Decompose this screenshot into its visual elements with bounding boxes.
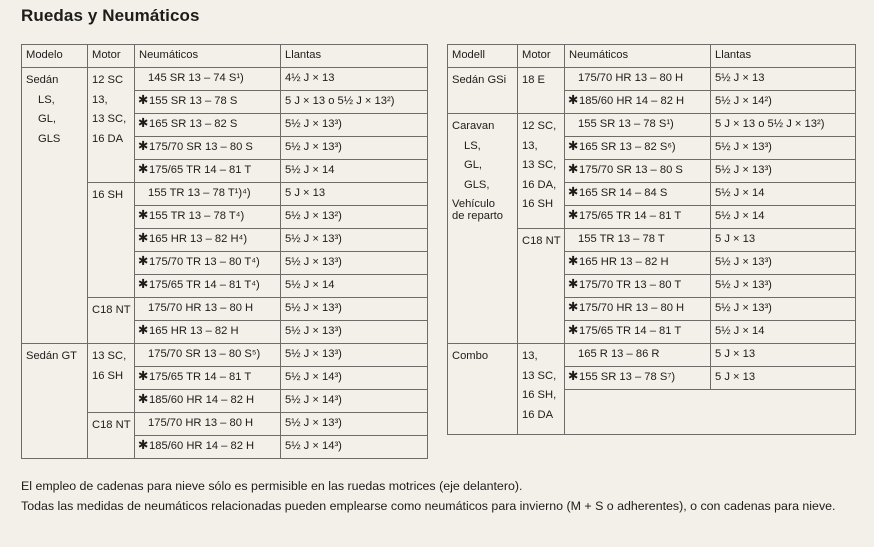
model-cell	[448, 68, 518, 114]
tire-size-cell	[565, 367, 711, 390]
tire-size: 155 SR 13 – 78 S	[149, 95, 238, 108]
model-name-line: Combo	[452, 350, 489, 362]
rim-size-cell: 5½ J × 13³)	[281, 137, 428, 160]
tire-size-cell	[565, 91, 711, 114]
motor-code-line: C18 NT	[92, 419, 131, 431]
tire-size: 175/65 TR 14 – 81 T	[579, 210, 682, 223]
rim-size-cell: 5½ J × 13³)	[711, 298, 856, 321]
note-winter-tires: Todas las medidas de neumáticos relacionadas pueden emplearse como neumáticos para invierno (M + S o adherentes), o con cadenas para nieve.	[21, 499, 836, 513]
rim-size-cell: 5 J × 13	[711, 344, 856, 367]
tire-size: 185/60 HR 14 – 82 H	[149, 440, 255, 453]
asterisk-icon: ✱	[138, 208, 149, 223]
asterisk-icon: ✱	[568, 323, 579, 338]
motor-code-line: 16 SH,	[522, 389, 557, 401]
motor-code-line: C18 NT	[92, 304, 131, 316]
motor-cell	[518, 68, 565, 114]
asterisk-icon: ✱	[138, 277, 149, 292]
tire-size: 175/70 SR 13 – 80 S	[579, 164, 683, 177]
tire-size-cell	[135, 367, 281, 390]
page-title: Ruedas y Neumáticos	[21, 6, 200, 25]
table-row	[22, 344, 428, 367]
rim-size-cell: 4½ J × 13	[281, 68, 428, 91]
motor-code-line: 13 SC,	[92, 350, 127, 362]
tire-size-cell	[565, 252, 711, 275]
header-motor: Motor	[88, 45, 135, 68]
asterisk-icon: ✱	[138, 323, 149, 338]
tire-size-cell	[565, 68, 711, 91]
motor-code-line: 16 SH	[522, 198, 554, 210]
rim-size-cell: 5½ J × 13	[711, 68, 856, 91]
motor-code-line: 13,	[522, 139, 538, 152]
rim-size-cell: 5½ J × 13³)	[281, 298, 428, 321]
rim-size-cell: 5 J × 13	[281, 183, 428, 206]
header-tires: Neumáticos	[565, 45, 711, 68]
tire-size: 165 SR 13 – 82 S	[149, 118, 238, 131]
motor-code-line: 13 SC,	[522, 159, 557, 171]
tire-size: 175/70 HR 13 – 80 H	[148, 417, 254, 430]
tire-table-left	[21, 44, 428, 459]
motor-cell	[88, 298, 135, 344]
model-cell	[448, 114, 518, 344]
asterisk-icon: ✱	[568, 185, 579, 200]
rim-size-cell: 5½ J × 13³)	[281, 413, 428, 436]
tire-size-cell	[565, 344, 711, 367]
rim-size-cell: 5½ J × 14	[711, 206, 856, 229]
tire-size: 175/65 TR 14 – 81 T	[149, 164, 252, 177]
tire-size-cell	[135, 160, 281, 183]
motor-code-line: 16 DA	[92, 132, 124, 145]
asterisk-icon: ✱	[568, 139, 579, 154]
asterisk-icon: ✱	[138, 231, 149, 246]
tire-size: 175/70 HR 13 – 80 H	[578, 72, 684, 85]
tire-size-cell	[135, 436, 281, 459]
tire-table-right	[447, 44, 856, 435]
asterisk-icon: ✱	[138, 438, 149, 453]
tire-size: 175/70 SR 13 – 80 S	[149, 141, 253, 154]
motor-code-line: 13,	[522, 350, 538, 362]
tire-size-cell	[135, 413, 281, 436]
tire-size-cell	[565, 275, 711, 298]
tire-size: 155 TR 13 – 78 T⁴)	[149, 210, 245, 223]
motor-cell	[518, 114, 565, 229]
tire-size-cell	[565, 183, 711, 206]
tire-size-cell	[135, 390, 281, 413]
motor-code-line: 16 SH	[92, 189, 124, 201]
rim-size-cell: 5½ J × 14	[281, 160, 428, 183]
model-name-line: LS,	[38, 93, 55, 106]
tire-size: 175/70 SR 13 – 80 S⁵)	[148, 348, 261, 361]
model-name-line: Sedán	[26, 74, 59, 86]
motor-cell	[518, 344, 565, 435]
rim-size-cell: 5½ J × 13³)	[281, 252, 428, 275]
tire-size-cell	[565, 206, 711, 229]
model-cell	[22, 68, 88, 344]
rim-size-cell: 5 J × 13	[711, 367, 856, 390]
asterisk-icon: ✱	[138, 162, 149, 177]
model-name-line: Sedán GSi	[452, 74, 507, 86]
tire-size: 175/65 TR 14 – 81 T⁴)	[149, 279, 260, 292]
rim-size-cell: 5½ J × 14	[281, 275, 428, 298]
tire-size-cell	[135, 137, 281, 160]
motor-code-line: C18 NT	[522, 235, 561, 247]
header-model: Modell	[448, 45, 518, 68]
model-name-line: GLS,	[464, 178, 490, 191]
tire-size: 145 SR 13 – 74 S¹)	[148, 72, 244, 85]
asterisk-icon: ✱	[568, 208, 579, 223]
tire-size-cell	[565, 137, 711, 160]
motor-code-line: 12 SC	[92, 74, 124, 86]
rim-size-cell: 5½ J × 14³)	[281, 367, 428, 390]
tire-size-cell	[565, 229, 711, 252]
model-cell	[448, 344, 518, 435]
asterisk-icon: ✱	[568, 162, 579, 177]
rim-size-cell: 5½ J × 13³)	[281, 229, 428, 252]
table-row	[448, 114, 856, 137]
header-motor: Motor	[518, 45, 565, 68]
tire-size-cell	[135, 275, 281, 298]
motor-cell	[88, 183, 135, 298]
motor-cell	[88, 413, 135, 459]
model-name-line: GL,	[464, 159, 483, 171]
rim-size-cell: 5 J × 13	[711, 229, 856, 252]
table-row	[448, 344, 856, 367]
tire-size-cell	[135, 344, 281, 367]
tire-size: 155 TR 13 – 78 T¹)⁴)	[148, 187, 251, 200]
motor-cell	[88, 68, 135, 183]
tire-size-cell	[135, 298, 281, 321]
asterisk-icon: ✱	[138, 369, 149, 384]
rim-size-cell: 5 J × 13 o 5½ J × 13²)	[711, 114, 856, 137]
rim-size-cell: 5½ J × 13³)	[281, 344, 428, 367]
asterisk-icon: ✱	[568, 277, 579, 292]
motor-code-line: 13 SC,	[522, 369, 557, 382]
asterisk-icon: ✱	[138, 392, 149, 407]
header-model: Modelo	[22, 45, 88, 68]
note-snow-chains: El empleo de cadenas para nieve sólo es permisible en las ruedas motrices (eje delantero).	[21, 479, 523, 493]
motor-cell	[518, 229, 565, 344]
motor-code-line: 13 SC,	[92, 113, 127, 125]
rim-size-cell: 5 J × 13 o 5½ J × 13²)	[281, 91, 428, 114]
tire-size: 175/70 TR 13 – 80 T⁴)	[149, 256, 260, 269]
tire-size: 165 HR 13 – 82 H	[149, 325, 239, 338]
tire-size: 185/60 HR 14 – 82 H	[579, 95, 685, 108]
asterisk-icon: ✱	[568, 254, 579, 269]
motor-code-line: 18 E	[522, 74, 546, 86]
rim-size-cell: 5½ J × 13³)	[281, 321, 428, 344]
tire-size: 175/70 HR 13 – 80 H	[579, 302, 685, 315]
model-name-line: GLS	[38, 132, 61, 145]
rim-size-cell: 5½ J × 14	[711, 183, 856, 206]
blank-cell	[565, 390, 856, 435]
header-rims: Llantas	[281, 45, 428, 68]
model-name-line: Caravan	[452, 120, 495, 132]
tire-size-cell	[565, 321, 711, 344]
model-name-line: GL,	[38, 113, 57, 125]
tire-size-cell	[565, 298, 711, 321]
header-tires: Neumáticos	[135, 45, 281, 68]
tire-size: 175/70 HR 13 – 80 H	[148, 302, 254, 315]
tire-size: 165 HR 13 – 82 H⁴)	[149, 233, 248, 246]
rim-size-cell: 5½ J × 13³)	[711, 160, 856, 183]
tire-size: 175/70 TR 13 – 80 T	[579, 279, 682, 292]
header-rims: Llantas	[711, 45, 856, 68]
tire-size-cell	[135, 68, 281, 91]
motor-code-line: 12 SC,	[522, 120, 557, 132]
model-name-line: de reparto	[452, 210, 503, 222]
motor-code-line: 16 DA,	[522, 178, 557, 191]
model-name-line: Vehículo	[452, 198, 495, 210]
rim-size-cell: 5½ J × 13³)	[711, 252, 856, 275]
rim-size-cell: 5½ J × 13³)	[711, 275, 856, 298]
tire-size: 155 SR 13 – 78 S⁷)	[579, 371, 676, 384]
motor-cell	[88, 344, 135, 413]
tire-size: 165 R 13 – 86 R	[578, 348, 660, 361]
tire-size-cell	[135, 206, 281, 229]
tire-size-cell	[135, 114, 281, 137]
table-row	[22, 68, 428, 91]
rim-size-cell: 5½ J × 13³)	[711, 137, 856, 160]
model-cell	[22, 344, 88, 459]
tire-size: 155 TR 13 – 78 T	[578, 233, 665, 246]
tire-size-cell	[135, 252, 281, 275]
rim-size-cell: 5½ J × 14³)	[281, 436, 428, 459]
tire-size-cell	[135, 229, 281, 252]
tire-size: 185/60 HR 14 – 82 H	[149, 394, 255, 407]
rim-size-cell: 5½ J × 14	[711, 321, 856, 344]
motor-code-line: 16 SH	[92, 369, 124, 382]
tire-size: 175/65 TR 14 – 81 T	[149, 371, 252, 384]
tire-size: 155 SR 13 – 78 S¹)	[578, 118, 674, 131]
tire-size: 175/65 TR 14 – 81 T	[579, 325, 682, 338]
asterisk-icon: ✱	[568, 93, 579, 108]
tire-size: 165 SR 13 – 82 S⁶)	[579, 141, 676, 154]
asterisk-icon: ✱	[138, 139, 149, 154]
asterisk-icon: ✱	[138, 93, 149, 108]
tire-size: 165 HR 13 – 82 H	[579, 256, 669, 269]
model-name-line: LS,	[464, 139, 481, 152]
tire-size: 165 SR 14 – 84 S	[579, 187, 668, 200]
rim-size-cell: 5½ J × 14³)	[281, 390, 428, 413]
model-name-line: Sedán GT	[26, 350, 77, 362]
rim-size-cell: 5½ J × 13²)	[281, 206, 428, 229]
asterisk-icon: ✱	[138, 116, 149, 131]
asterisk-icon: ✱	[568, 300, 579, 315]
rim-size-cell: 5½ J × 14²)	[711, 91, 856, 114]
motor-code-line: 13,	[92, 93, 108, 106]
tire-size-cell	[135, 183, 281, 206]
table-row	[448, 68, 856, 91]
tire-size-cell	[565, 114, 711, 137]
rim-size-cell: 5½ J × 13³)	[281, 114, 428, 137]
tire-size-cell	[135, 321, 281, 344]
tire-size-cell	[565, 160, 711, 183]
tire-size-cell	[135, 91, 281, 114]
asterisk-icon: ✱	[138, 254, 149, 269]
asterisk-icon: ✱	[568, 369, 579, 384]
motor-code-line: 16 DA	[522, 408, 554, 421]
